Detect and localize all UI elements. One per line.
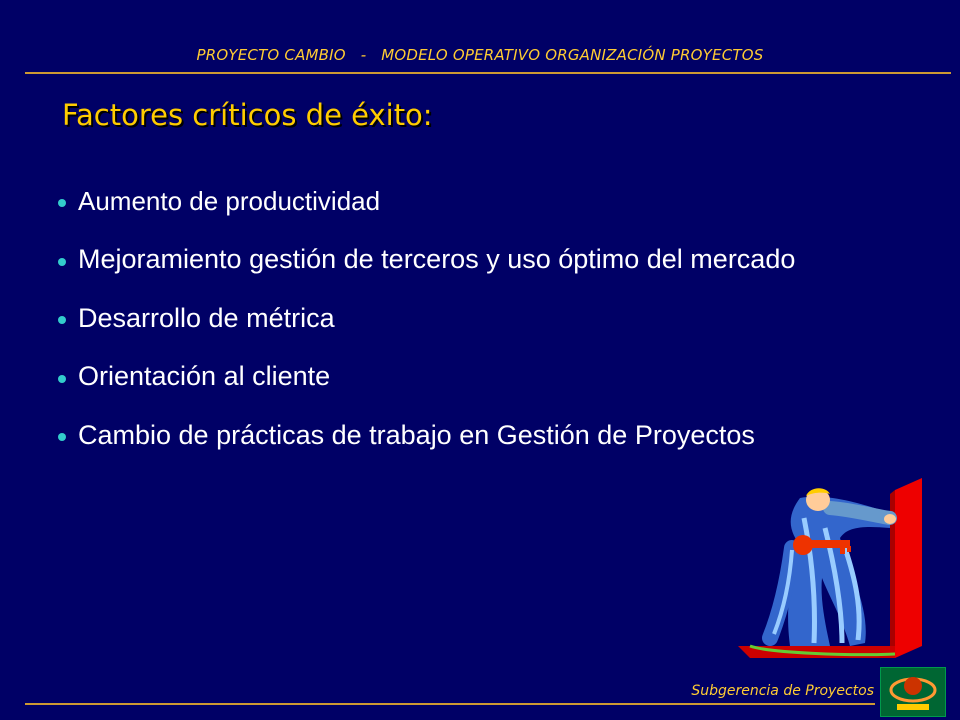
bullet-item (58, 406, 795, 465)
globe-icon (881, 668, 945, 716)
bullet-dot-icon (58, 316, 66, 324)
bullet-list (58, 172, 795, 465)
bullet-dot-icon (58, 258, 66, 266)
bullet-item (58, 289, 795, 348)
bullet-text: Cambio de prácticas de trabajo en Gestión de Proyectos (78, 419, 755, 450)
header-rule (25, 72, 951, 74)
bullet-text: Mejoramiento gestión de terceros y uso óptimo del mercado (78, 244, 796, 275)
person-key-door-clipart (730, 478, 930, 663)
bullet-text: Orientación al cliente (78, 361, 331, 392)
slide-title: Factores críticos de éxito: (62, 98, 433, 132)
bullet-item (58, 231, 795, 290)
bullet-text: Desarrollo de métrica (78, 302, 335, 333)
bullet-item (58, 172, 795, 231)
bullet-dot-icon (58, 433, 66, 441)
header-title: PROYECTO CAMBIO - MODELO OPERATIVO ORGANIZACIÓN PROYECTOS (196, 46, 764, 64)
bullet-dot-icon (58, 375, 66, 383)
bullet-item (58, 348, 795, 407)
footer-rule (25, 703, 875, 705)
bullet-text: Aumento de productividad (78, 185, 381, 216)
footer-text: Subgerencia de Proyectos (691, 683, 874, 699)
company-logo (880, 667, 946, 717)
bullet-dot-icon (58, 199, 66, 207)
